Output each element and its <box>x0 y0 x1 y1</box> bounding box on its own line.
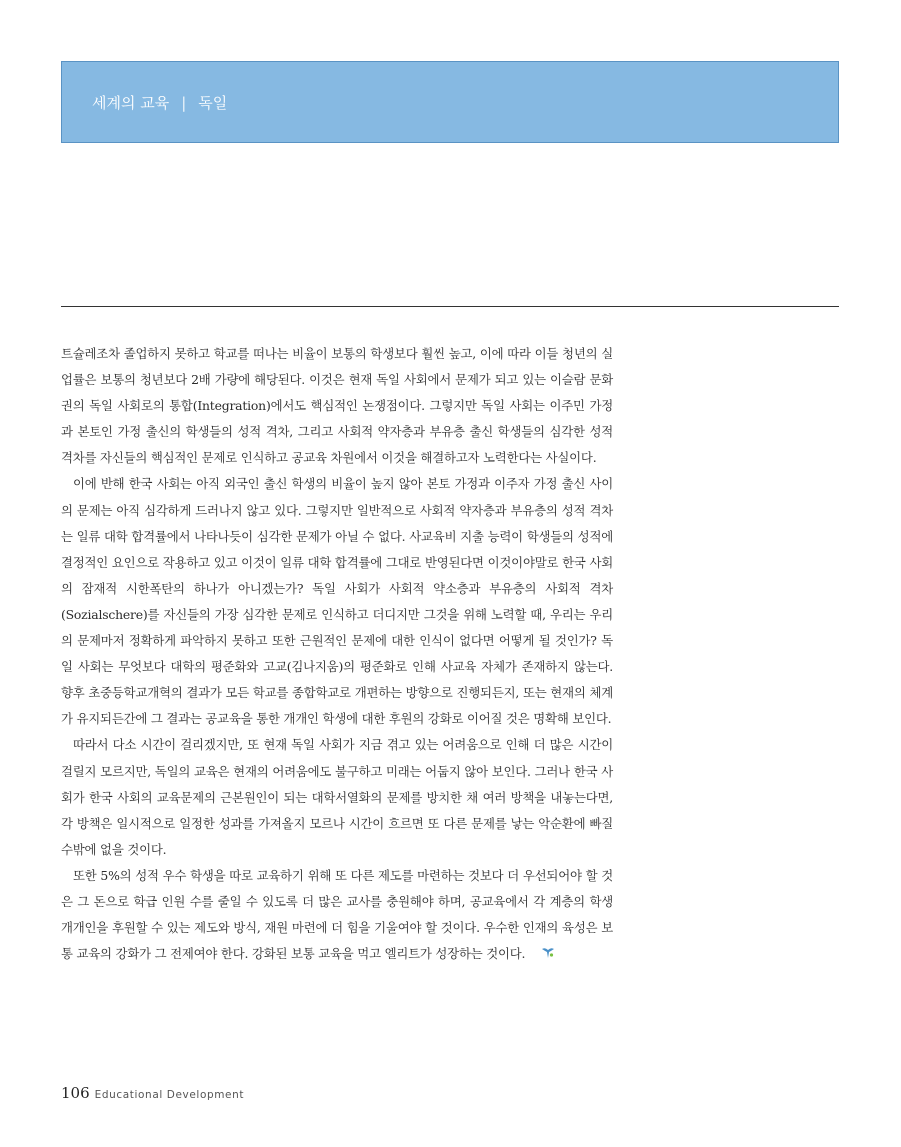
horizontal-rule <box>61 306 839 307</box>
paragraph-4 <box>61 863 613 967</box>
page-number: 106 <box>61 1084 90 1102</box>
page-footer <box>61 1084 244 1102</box>
section-header-band <box>61 61 839 143</box>
country-title: 독일 <box>198 94 228 112</box>
paragraph-2: 이에 반해 한국 사회는 아직 외국인 출신 학생의 비율이 높지 않아 본토 가정과 이주자 가정 출신 사이의 문제는 아직 심각하게 드러나지 않고 있다. 그렇지만 일반적으로 사회적 약자층과 부유층의 성적 격차는 일류 대학 합격률에서 나타나듯이 심각한 문제가 아닐 수 없다. 사교육비 지출 능력이 학생들의 성적에 결정적인 요인으로 작용하고 있고 이것이 일류 대학 합격률에 그대로 반영된다면 이것이야말로 한국 사회의 잠재적 시한폭탄의 하나가 아니겠는가? 독일 사회가 사회적 약소층과 부유층의 사회적 격차(Sozialschere)를 자신들의 가장 심각한 문제로 인식하고 더디지만 그것을 위해 노력할 때, 우리는 우리의 문제마저 정확하게 파악하지 못하고 또한 근원적인 문제에 대한 인식이 없다면 어떻게 될 것인가? 독일 사회는 무엇보다 대학의 평준화와 고교(김나지움)의 평준화로 인해 사교육 자체가 존재하지 않는다. 향후 초중등학교개혁의 결과가 모든 학교를 종합학교로 개편하는 방향으로 진행되든지, 또는 현재의 체계가 유지되든간에 그 결과는 공교육을 통한 개개인 학생에 대한 후원의 강화로 이어질 것은 명확해 보인다. <box>61 476 613 727</box>
paragraph-4-text: 또한 5%의 성적 우수 학생을 따로 교육하기 위해 또 다른 제도를 마련하는 것보다 더 우선되어야 할 것은 그 돈으로 학급 인원 수를 줄일 수 있도록 더 많은 교사를 충원해야 하며, 공교육에서 각 계층의 학생 개개인을 후원할 수 있는 제도와 방식, 재원 마련에 더 힘을 기울여야 할 것이다. 우수한 인재의 육성은 보통 교육의 강화가 그 전제여야 한다. 강화된 보통 교육을 먹고 엘리트가 성장하는 것이다. <box>61 867 613 962</box>
publication-title: Educational Development <box>94 1089 245 1101</box>
section-title: 세계의 교육 <box>92 94 170 112</box>
header-separator: | <box>181 93 187 112</box>
paragraph-1: 트슐레조차 졸업하지 못하고 학교를 떠나는 비율이 보통의 학생보다 훨씬 높고, 이에 따라 이들 청년의 실업률은 보통의 청년보다 2배 가량에 해당된다. 이것은 현재 독일 사회에서 문제가 되고 있는 이슬람 문화권의 독일 사회로의 통합(Integration)에서도 핵심적인 논쟁점이다. 그렇지만 독일 사회는 이주민 가정과 본토인 가정 출신의 학생들의 성적 격차, 그리고 사회적 약자층과 부유층 출신 학생들의 심각한 성적 격차를 자신들의 핵심적인 문제로 인식하고 공교육 차원에서 이것을 해결하고자 노력한다는 사실이다. <box>61 346 613 466</box>
publisher-logo-icon <box>529 942 543 954</box>
paragraph-3: 따라서 다소 시간이 걸리겠지만, 또 현재 독일 사회가 지금 겪고 있는 어려움으로 인해 더 많은 시간이 걸릴지 모르지만, 독일의 교육은 현재의 어려움에도 불구하고 미래는 어둡지 않아 보인다. 그러나 한국 사회가 한국 사회의 교육문제의 근본원인이 되는 대학서열화의 문제를 방치한 채 여러 방책을 내놓는다면, 각 방책은 일시적으로 일정한 성과를 가져올지 모르나 시간이 흐르면 또 다른 문제를 낳는 악순환에 빠질 수밖에 없을 것이다. <box>61 737 613 857</box>
article-body <box>61 341 613 967</box>
section-header <box>92 92 227 113</box>
